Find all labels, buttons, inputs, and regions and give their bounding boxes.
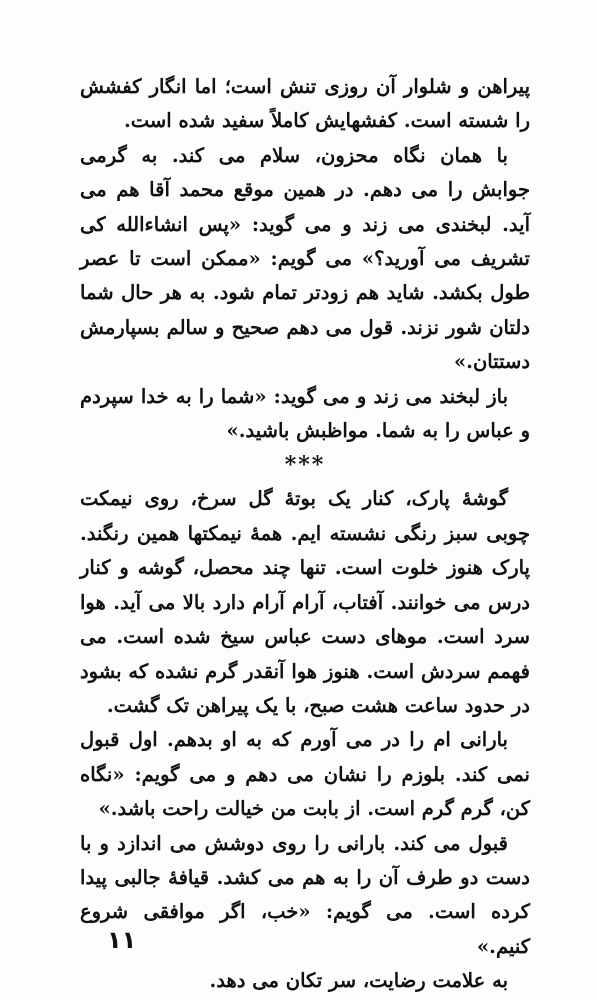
paragraph-7: به علامت رضایت، سر تکان می دهد.: [209, 969, 508, 993]
body-text: [80, 70, 530, 999]
paragraph-6: قبول می کند. بارانی را روی دوشش می اندازد و با دست دو طرف آن را به هم می کشد. قیافهٔ جالبی پیدا کرده است. می گویم: «خب، اگر موافقی شروع کنیم.»: [80, 831, 530, 958]
page-number: ۱۱: [107, 926, 137, 954]
paragraph-2: با همان نگاه محزون، سلام می کند. به گرمی جوابش را می دهم. در همین موقع محمد آقا هم می آید. لبخندی می زند و می گوید: «پس انشاءالله کی تشریف می آورید؟» می گویم: «ممکن است تا عصر طول بکشد. شاید هم زودتر تمام شود. به هر حال شما دلتان شور نزند. قول می دهم صحیح و سالم بسپارمش دستتان.»: [80, 143, 530, 374]
paragraph-5: بارانی ام را در می آورم که به او بدهم. اول قبول نمی کند. بلوزم را نشان می دهم و می گویم: «نگاه کن، گرم گرم است. از بابت من خیالت راحت باشد.»: [80, 728, 530, 821]
paragraph-1: پیراهن و شلوار آن روزی تنش است؛ اما انگار کفشش را شسته است. کفشهایش کاملاً سفید شده است.: [80, 75, 530, 133]
paragraph-4: گوشهٔ پارک، کنار یک بوتهٔ گل سرخ، روی نیمکت چوبی سبز رنگی نشسته ایم. همهٔ نیمکتها همین رنگند. پارک هنوز خلوت است. تنها چند محصل، گوشه و کنار درس می خوانند. آفتاب، آرام آرام دارد بالا می آید. هوا سرد است. موهای دست عباس سیخ شده است. می فهمم سردش است. هنوز هوا آنقدر گرم نشده که بشود در حدود ساعت هشت صبح، با یک پیراهن تک گشت.: [80, 487, 530, 717]
section-separator: ***: [284, 452, 326, 479]
paragraph-3: باز لبخند می زند و می گوید: «شما را به خدا سپردم و عباس را به شما. مواظبش باشید.»: [80, 384, 530, 443]
